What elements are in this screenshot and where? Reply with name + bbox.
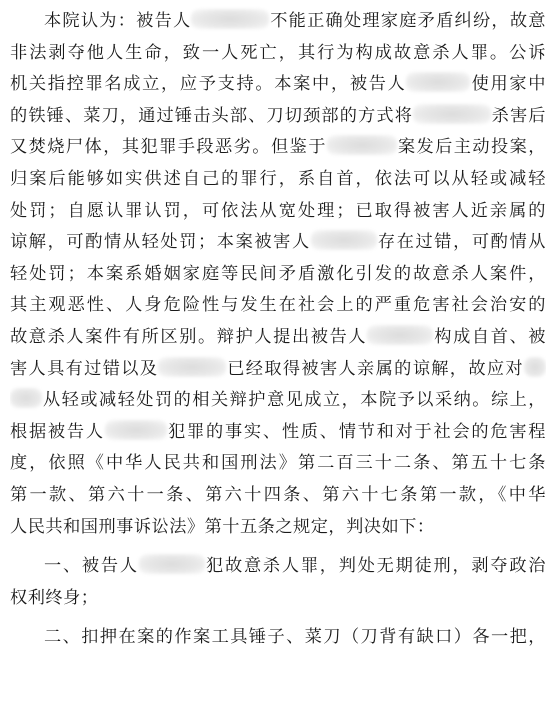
redaction-blur (139, 554, 205, 574)
text-segment: 故意杀人案件有所区别。辩护人提出被告人 (10, 326, 368, 347)
text-segment: 根据被告人 (10, 421, 105, 442)
court-opinion-paragraph (10, 6, 546, 543)
redaction-blur (105, 420, 167, 440)
text-line: 人民共和国刑事诉讼法》第十五条之规定，判决如下： (10, 516, 435, 537)
redaction-blur (413, 104, 491, 124)
text-line (10, 227, 546, 259)
text-line (10, 385, 546, 417)
text-segment: 本院认为：被告人 (44, 11, 192, 31)
text-segment: 构成自首、被 (433, 326, 546, 347)
text-segment: 的铁锤、菜刀，通过锤击头部、刀切颈部的方式将 (10, 105, 414, 126)
redaction-blur (158, 357, 226, 377)
text-line: 第一款、第六十一条、第六十四条、第六十七条第一款，《中华 (10, 484, 546, 505)
text-line (10, 132, 546, 164)
text-segment: 又焚烧尸体，其犯罪手段恶劣。但鉴于 (10, 137, 327, 158)
redaction-blur (367, 325, 433, 345)
text-line: 归案后能够如实供述自己的罪行，系自首，依法可以从轻或减轻 (10, 168, 546, 189)
text-segment: 使用家中 (470, 74, 546, 95)
text-segment: 案发后主动投案， (396, 137, 546, 158)
text-line (10, 417, 546, 449)
text-line: 度，依照《中华人民共和国刑法》第二百三十二条、第五十七条 (10, 453, 546, 474)
text-line: 轻处罚；本案系婚姻家庭等民间矛盾激化引发的故意杀人案件， (10, 263, 546, 284)
redaction-blur (10, 388, 42, 408)
verdict-item-one (10, 551, 546, 614)
text-line (10, 6, 546, 38)
text-segment: 一、被告人 (44, 556, 139, 577)
text-line: 非法剥夺他人生命，致一人死亡，其行为构成故意杀人罪。公诉 (10, 42, 546, 63)
redaction-blur (524, 357, 546, 377)
judgment-document (10, 6, 546, 654)
redaction-blur (311, 230, 377, 250)
text-segment: 从轻或减轻处罚的相关辩护意见成立，本院予以采纳。综上， (42, 390, 546, 411)
text-line: 其主观恶性、人身危险性与发生在社会上的严重危害社会治安的 (10, 295, 546, 316)
text-segment: 害人具有过错以及 (10, 358, 159, 379)
text-segment: 杀害后 (491, 105, 546, 126)
text-line: 二、扣押在案的作案工具锤子、菜刀（刀背有缺口）各一把， (44, 627, 546, 648)
text-segment: 犯罪的事实、性质、情节和对于社会的危害程 (166, 421, 546, 442)
text-line (10, 354, 546, 386)
text-segment: 存在过错，可酌情从 (376, 232, 546, 253)
text-segment: 谅解，可酌情从轻处罚；本案被害人 (10, 232, 311, 253)
redaction-blur (191, 9, 269, 29)
text-segment: 机关指控罪名成立，应予支持。本案中，被告人 (10, 74, 407, 95)
verdict-item-two (10, 622, 546, 654)
redaction-blur (327, 135, 397, 155)
redaction-blur (406, 72, 470, 92)
text-line: 权利终身； (10, 587, 99, 608)
text-line (10, 322, 546, 354)
text-segment: 不能正确处理家庭矛盾纠纷，故意 (269, 11, 546, 31)
text-line (10, 101, 546, 133)
text-segment: 已经取得被害人亲属的谅解，故应对 (226, 358, 524, 379)
text-segment: 犯故意杀人罪，判处无期徒刑，剥夺政治 (204, 556, 546, 577)
text-line (10, 69, 546, 101)
text-line (10, 551, 546, 583)
text-line: 处罚；自愿认罪认罚，可依法从宽处理；已取得被害人近亲属的 (10, 200, 546, 221)
